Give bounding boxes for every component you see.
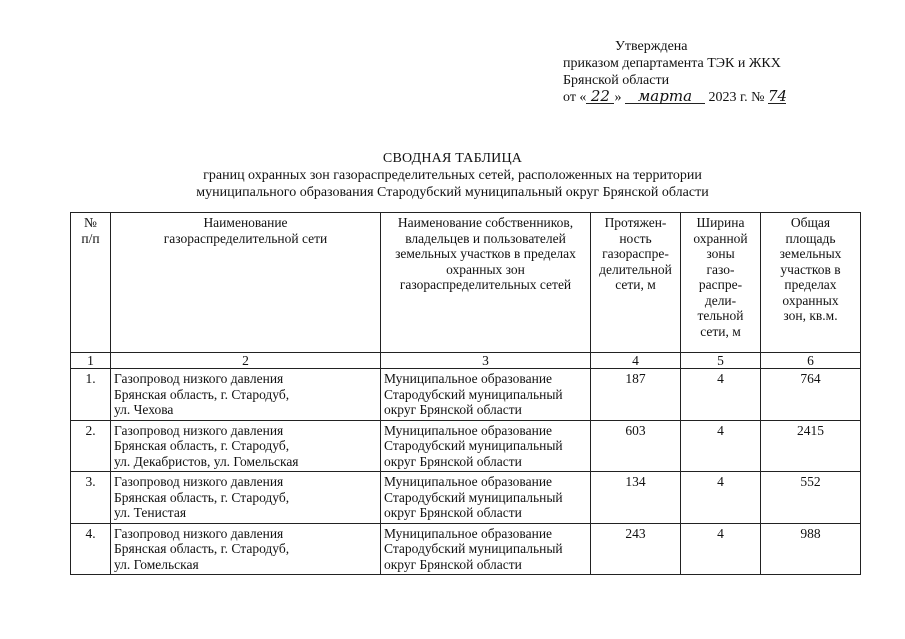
table-row bbox=[71, 420, 861, 472]
header-col-width bbox=[681, 213, 761, 353]
cell-text-line: Газопровод низкого давления bbox=[114, 525, 284, 541]
cell-text-line: Газопровод низкого давления bbox=[114, 422, 284, 438]
network-name-cell bbox=[111, 420, 381, 472]
owner-cell bbox=[381, 369, 591, 421]
title-line-2: границ охранных зон газораспределительных сетей, расположенных на территории bbox=[203, 168, 702, 183]
cell-text-line: тельной bbox=[697, 308, 744, 323]
approval-block bbox=[563, 38, 786, 106]
cell-text-line: ул. Тенистая bbox=[114, 505, 187, 520]
cell-text-line: Брянская область, г. Стародуб, bbox=[114, 489, 290, 505]
cell-text-line: распре- bbox=[698, 277, 743, 292]
cell-text-line: делительной bbox=[599, 261, 672, 277]
date-month-handwritten: марта bbox=[625, 89, 705, 104]
cell-text-line: округ Брянской области bbox=[384, 402, 522, 417]
cell-text-line: Муниципальное образование bbox=[384, 422, 553, 438]
header-col-network bbox=[111, 213, 381, 353]
cell-text-line: охранных bbox=[782, 292, 839, 308]
cell-text-line: Брянская область, г. Стародуб, bbox=[114, 386, 290, 402]
row-number: 1. bbox=[71, 369, 111, 421]
cell-text-line: Стародубский муниципальный bbox=[384, 489, 563, 505]
cell-text-line: газораспределительной сети bbox=[163, 230, 328, 246]
length-cell: 243 bbox=[591, 523, 681, 575]
cell-text-line: Муниципальное образование bbox=[384, 525, 553, 541]
cell-text-line: Газопровод низкого давления bbox=[114, 474, 284, 489]
cell-text-line: Муниципальное образование bbox=[384, 474, 553, 489]
approval-line-3: Брянской области bbox=[563, 73, 670, 88]
cell-text-line: зоны bbox=[706, 246, 735, 261]
owner-cell bbox=[381, 472, 591, 524]
cell-text-line: земельных участков в пределах bbox=[395, 246, 576, 261]
owner-cell bbox=[381, 420, 591, 472]
cell-text-line: газораспре- bbox=[602, 246, 669, 261]
table-row bbox=[71, 472, 861, 524]
cell-text-line: Брянская область, г. Стародуб, bbox=[114, 438, 290, 453]
document-title bbox=[0, 150, 905, 201]
date-prefix: от « bbox=[563, 90, 587, 105]
table-header-row bbox=[71, 213, 861, 353]
cell-text-line: сети, м bbox=[615, 277, 656, 292]
cell-text-line: охранной bbox=[693, 230, 748, 246]
network-name-cell bbox=[111, 523, 381, 575]
cell-text-line: Газопровод низкого давления bbox=[114, 371, 284, 386]
column-number: 5 bbox=[681, 353, 761, 369]
cell-text-line: земельных bbox=[779, 246, 842, 261]
date-mid: » bbox=[614, 90, 622, 105]
cell-text-line: пределах bbox=[784, 277, 837, 292]
owner-cell bbox=[381, 523, 591, 575]
network-name-cell bbox=[111, 472, 381, 524]
cell-text-line: округ Брянской области bbox=[384, 453, 522, 469]
table-row bbox=[71, 523, 861, 575]
cell-text-line: участков в bbox=[780, 261, 841, 277]
column-number: 2 bbox=[111, 353, 381, 369]
table-row bbox=[71, 369, 861, 421]
order-number-handwritten: 74 bbox=[767, 87, 788, 105]
cell-text-line: площадь bbox=[785, 230, 836, 246]
cell-text-line: Ширина bbox=[696, 215, 745, 230]
header-col-area bbox=[761, 213, 861, 353]
cell-text-line: ул. Чехова bbox=[114, 402, 174, 417]
cell-text-line: охранных зон bbox=[446, 261, 525, 277]
area-cell: 2415 bbox=[761, 420, 861, 472]
cell-text-line: Стародубский муниципальный bbox=[384, 386, 563, 402]
cell-text-line: Протяжен- bbox=[604, 215, 667, 230]
area-cell: 552 bbox=[761, 472, 861, 524]
cell-text-line: п/п bbox=[81, 230, 100, 246]
cell-text-line: сети, м bbox=[700, 323, 741, 339]
column-number: 6 bbox=[761, 353, 861, 369]
cell-text-line: Наименование bbox=[203, 215, 288, 230]
cell-text-line: владельцев и пользователей bbox=[405, 230, 566, 246]
cell-text-line: газораспределительных сетей bbox=[399, 277, 572, 292]
cell-text-line: зон, кв.м. bbox=[783, 308, 838, 323]
area-cell: 988 bbox=[761, 523, 861, 575]
row-number: 2. bbox=[71, 420, 111, 472]
zone-width-cell: 4 bbox=[681, 472, 761, 524]
area-cell: 764 bbox=[761, 369, 861, 421]
zone-width-cell: 4 bbox=[681, 369, 761, 421]
protection-zones-table bbox=[70, 212, 861, 575]
cell-text-line: Муниципальное образование bbox=[384, 371, 553, 386]
cell-text-line: Стародубский муниципальный bbox=[384, 438, 563, 453]
number-prefix: № bbox=[751, 90, 765, 105]
cell-text-line: Наименование собственников, bbox=[397, 215, 574, 230]
cell-text-line: Брянская область, г. Стародуб, bbox=[114, 541, 290, 556]
row-number: 4. bbox=[71, 523, 111, 575]
approval-line-1: Утверждена bbox=[615, 39, 688, 54]
length-cell: 187 bbox=[591, 369, 681, 421]
date-year: 2023 г. bbox=[708, 90, 748, 105]
cell-text-line: округ Брянской области bbox=[384, 556, 522, 572]
column-number: 1 bbox=[71, 353, 111, 369]
network-name-cell bbox=[111, 369, 381, 421]
zone-width-cell: 4 bbox=[681, 420, 761, 472]
cell-text-line: Общая bbox=[790, 215, 831, 230]
cell-text-line: ул. Декабристов, ул. Гомельская bbox=[114, 453, 299, 469]
cell-text-line: дели- bbox=[704, 292, 737, 308]
cell-text-line: округ Брянской области bbox=[384, 505, 522, 520]
cell-text-line: газо- bbox=[706, 261, 735, 277]
cell-text-line: № bbox=[84, 215, 97, 230]
title-heading: СВОДНАЯ ТАБЛИЦА bbox=[382, 151, 523, 166]
cell-text-line: ул. Гомельская bbox=[114, 556, 199, 572]
approval-line-2: приказом департамента ТЭК и ЖКХ bbox=[563, 56, 781, 71]
approval-date-line bbox=[563, 89, 786, 106]
length-cell: 134 bbox=[591, 472, 681, 524]
column-number: 3 bbox=[381, 353, 591, 369]
column-number: 4 bbox=[591, 353, 681, 369]
cell-text-line: Стародубский муниципальный bbox=[384, 541, 563, 556]
title-line-3: муниципального образования Стародубский муниципальный округ Брянской области bbox=[196, 185, 709, 200]
cell-text-line: ность bbox=[619, 230, 652, 246]
column-numbers-row bbox=[71, 353, 861, 369]
length-cell: 603 bbox=[591, 420, 681, 472]
header-col-number bbox=[71, 213, 111, 353]
header-col-owner bbox=[381, 213, 591, 353]
row-number: 3. bbox=[71, 472, 111, 524]
zone-width-cell: 4 bbox=[681, 523, 761, 575]
header-col-length bbox=[591, 213, 681, 353]
date-day-handwritten: 22 bbox=[586, 89, 614, 104]
